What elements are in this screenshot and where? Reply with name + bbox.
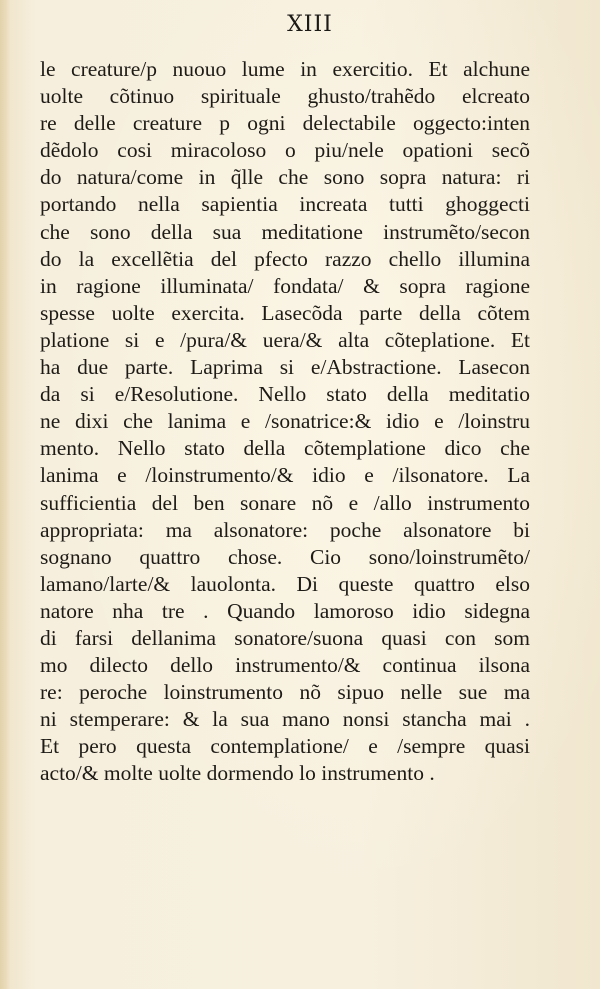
text-block bbox=[40, 56, 530, 788]
page-gutter bbox=[0, 0, 10, 989]
text-line: lanima e /loinstrumento/& idio e /ilsonatore. La bbox=[40, 463, 530, 488]
text-line: le creature/p nuouo lume in exercitio. Et alchune bbox=[40, 57, 530, 81]
text-line: do natura/come in q̃lle che sono sopra natura: ri bbox=[40, 165, 530, 190]
text-line: Et pero questa contemplatione/ e /sempre quasi bbox=[40, 734, 530, 759]
text-line: platione si e /pura/& uera/& alta cõteplatione. Et bbox=[40, 327, 530, 352]
text-line: spesse uolte exercita. Lasecõda parte della cõtem bbox=[40, 300, 530, 325]
text-line: uolte cõtinuo spirituale ghusto/trahẽdo elcreato bbox=[40, 84, 530, 109]
text-line: acto/& molte uolte dormendo lo instrumento . bbox=[40, 761, 435, 786]
text-line: che sono della sua meditatione instrumẽto/secon bbox=[40, 219, 530, 244]
text-line: in ragione illuminata/ fondata/ & sopra ragione bbox=[40, 273, 530, 298]
text-line: mento. Nello stato della cõtemplatione dico che bbox=[40, 436, 530, 461]
text-line: da si e/Resolutione. Nello stato della meditatio bbox=[40, 382, 530, 407]
folio-number: XIII bbox=[287, 12, 333, 37]
text-line: ni stemperare: & la sua mano nonsi stancha mai . bbox=[40, 707, 530, 732]
text-line: lamano/larte/& lauolonta. Di queste quattro elso bbox=[40, 571, 530, 596]
text-line: sognano quattro chose. Cio sono/loinstrumẽto/ bbox=[40, 544, 530, 569]
text-line: di farsi dellanima sonatore/suona quasi con som bbox=[40, 625, 530, 650]
text-line: dẽdolo cosi miracoloso o piu/nele opationi secõ bbox=[40, 138, 530, 163]
text-line: do la excellẽtia del pfecto razzo chello illumina bbox=[40, 246, 530, 271]
text-line: re: peroche loinstrumento nõ sipuo nelle sue ma bbox=[40, 680, 530, 705]
text-line: ne dixi che lanima e /sonatrice:& idio e /loinstru bbox=[40, 409, 530, 434]
text-line: appropriata: ma alsonatore: poche alsonatore bi bbox=[40, 517, 530, 542]
text-line: re delle creature p ogni delectabile oggecto:inten bbox=[40, 111, 530, 136]
text-line: mo dilecto dello instrumento/& continua ilsona bbox=[40, 653, 530, 678]
text-line: natore nha tre . Quando lamoroso idio sidegna bbox=[40, 598, 530, 623]
text-line: portando nella sapientia increata tutti ghoggecti bbox=[40, 192, 530, 217]
text-line: sufficientia del ben sonare nõ e /allo instrumento bbox=[40, 490, 530, 515]
text-line: ha due parte. Laprima si e/Abstractione. Lasecon bbox=[40, 355, 530, 380]
